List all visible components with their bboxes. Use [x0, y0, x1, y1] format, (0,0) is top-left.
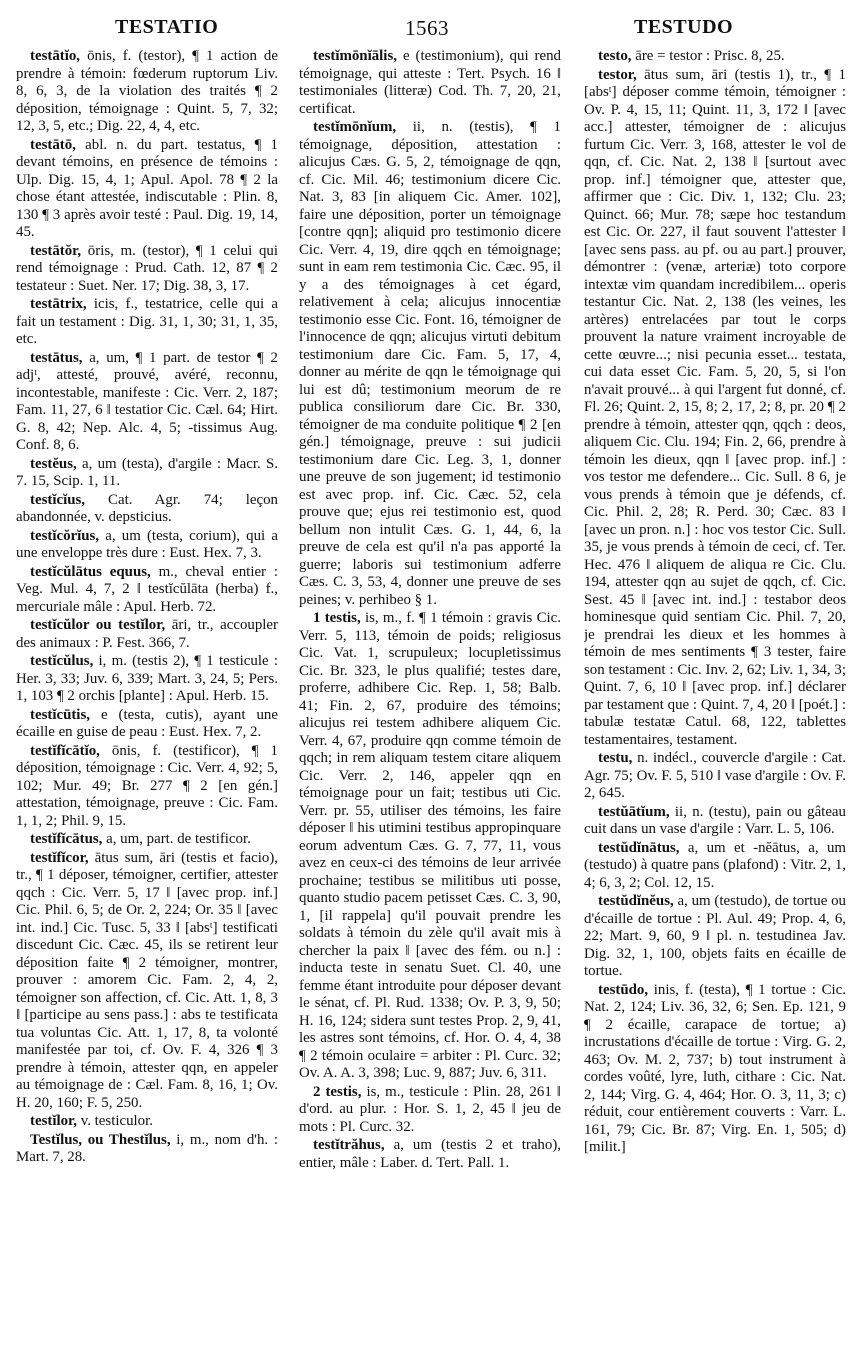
entry-headword: testĭfĭcātus, — [30, 831, 103, 847]
entry-definition: Cat. Agr. 74; leçon abandonnée, v. depsticius. — [16, 491, 278, 525]
entry-headword: testo, — [598, 48, 632, 64]
entry-headword: testĭcŏrĭus, — [30, 527, 100, 544]
dictionary-entry — [16, 1132, 278, 1167]
entry-definition: ātus sum, āri (testis et facio), tr., ¶ 1 déposer, témoigner, certifier, attester qqch : Cic. Verr. 5, 17 ‖ [avec prop. inf.] Cic. Phil. 6, 5; de Or. 2, 224; Or. 35 ‖ [avec int. ind.] Cic. Tusc. 5, 33 ‖ [absᵗ] testificati discedunt Cic. Cæc. 45, ils se retirent leur déposition faite ¶ 2 témoigner, montrer, prouver : amorem Cic. Fam. 2, 4, 2, témoigner son affection, cf. Cic. Att. 1, 8, 3 ‖ [participe au sens pass.] : abs te testificata tua voluntas Cic. Att. 1, 17, 8, ta volonté manifestée par toi, cf. Ov. F. 4, 326 ¶ 3 prendre à témoin, attester qqn, en appeler au témoignage de : Cæl. Fam. 8, 16, 1; Ov. H. 20, 160; F. 5, 250. — [16, 849, 278, 1111]
entry-headword: testĭfĭcātĭo, — [30, 742, 100, 759]
column-3 — [584, 48, 846, 1348]
dictionary-entry — [299, 1084, 561, 1137]
entry-definition: āre = testor : Prisc. 8, 25. — [635, 48, 785, 64]
entry-headword: testĭcŭlātus equus, — [30, 563, 151, 580]
header-right-guideword: TESTUDO — [634, 16, 734, 38]
dictionary-entry — [584, 48, 846, 66]
column-2 — [299, 48, 561, 1348]
entry-headword: testātĭo, — [30, 48, 81, 64]
header-left-guideword: TESTATIO — [115, 16, 219, 38]
dictionary-entry — [16, 137, 278, 242]
dictionary-entry — [299, 48, 561, 118]
entry-headword: testor, — [598, 66, 637, 83]
entry-definition: ātus sum, āri (testis 1), tr., ¶ 1 [absᵗ] déposer comme témoin, témoigner : Ov. P. 4, 15, 11; Quint. 11, 3, 172 ‖ [avec acc.] attester, témoigner de : alicujus furtum Cic. Verr. 3, 168, attester le vol de qqn, cf. Cic. Nat. 2, 138 ‖ [surtout avec prop. inf.] témoigner que, attester que, affirmer que : Cic. Div. 1, 132; Clu. 23; Quinct. 66; Mur. 78; sæpe hoc testandum est Cic. Or. 227, il faut souvent l'attester ‖ [avec sens pass. au pf. ou au part.] prouver, démontrer : (venæ, arteriæ) toto corpore intextæ vim quandam incredibilem... operis testantur Cic. Nat. 2, 138 (les veines, les artères) entrelacées par tout le corps prouvent la nature vraiment incroyable de cette œuvre...; nisi pecunia esset... testata, cui data esset Cic. Fam. 5, 20, 5, si l'on n'avait prouvé... à qui l'argent fut donné, cf. Fl. 26; Quint. 2, 15, 8; 2, 17, 2; 8, pr. 20 ¶ 2 prendre à témoin, attester qqn, qqch : deos, aliquem Cic. Clu. 194; Fin. 2, 66, prendre à témoin les dieux, qqn ‖ [avec prop. inf.] : vos testor me defendere... Cic. Sull. 8 6, je vous prends à témoin que je défends, cf. Cic. Phil. 2, 28; R. Perd. 30; Cæc. 83 ‖ [avec un pron. n.] : hoc vos testor Cic. Sull. 35, je vous prends à témoin de ceci, cf. Ter. Hec. 476 ‖ aliquem de aliqua re Cic. Clu. 194, attester qqn au sujet de qqch, cf. Cic. Sest. 45 ‖ [avec int. ind.] : testabor deos hominesque quid sentiam Cic. Phil. 7, 20, je prendrai les dieux et les hommes à témoin de mes sentiments ¶ 3 tester, faire son testament : Cic. Inv. 2, 62; Liv. 1, 34, 3; Quint. 7, 6, 10 ‖ [avec prop. inf.] déclarer par testament que : Quint. 7, 4, 20 ‖ [poét.] : tabulæ testatæ Catul. 68, 122, tablettes testamentaires, testament. — [584, 66, 846, 748]
text-columns — [16, 48, 846, 1348]
entry-headword: testĕus, — [30, 455, 77, 472]
dictionary-entry — [16, 48, 278, 136]
entry-headword: 1 testis, — [313, 610, 361, 626]
entry-definition: a, um, ¶ 1 part. de testor ¶ 2 adjᵗ, attesté, prouvé, avéré, reconnu, incontestable, manifeste : Cic. Verr. 2, 187; Fam. 11, 27, 6 ‖ testatior Cic. Cæl. 64; Hirt. G. 8, 42; Nep. Alc. 4, 5; -tissimus Aug. Conf. 8, 6. — [16, 349, 278, 453]
entry-headword: testĭmōnĭālis, — [313, 48, 397, 64]
dictionary-entry — [16, 456, 278, 491]
dictionary-entry — [584, 840, 846, 893]
entry-definition: ōnis, f. (testor), ¶ 1 action de prendre à témoin: fœderum ruptorum Liv. 8, 6, 3, de la violation des traités ¶ 2 déposition, témoignage : Quint. 5, 7, 32; 12, 3, 5, etc.; Dig. 22, 4, 4, etc. — [16, 48, 278, 134]
entry-definition: ōnis, f. (testificor), ¶ 1 déposition, témoignage : Cic. Verr. 4, 92; 5, 102; Mur. 49; Br. 277 ¶ 2 [en gén.] attestation, témoignage, preuve : Cic. Fam. 1, 1, 2; Phil. 9, 15. — [16, 742, 278, 829]
dictionary-entry — [16, 850, 278, 1113]
entry-definition: a, um (testa), d'argile : Macr. S. 7. 15, Scip. 1, 11. — [16, 455, 278, 489]
entry-headword: testĭmōnĭum, — [313, 119, 397, 135]
dictionary-entry — [299, 610, 561, 1083]
dictionary-entry — [299, 119, 561, 609]
dictionary-entry — [16, 492, 278, 527]
entry-definition: ōris, m. (testor), ¶ 1 celui qui rend témoignage : Prud. Cath. 12, 87 ¶ 2 testateur : Suet. Ner. 17; Dig. 38, 3, 17. — [16, 242, 278, 294]
entry-headword: testŭdĭnātus, — [598, 839, 680, 856]
entry-definition: e (testa, cutis), ayant une écaille en guise de peau : Eust. Hex. 7, 2. — [16, 706, 278, 740]
entry-headword: testĭcĭus, — [30, 491, 86, 508]
entry-definition: a, um (testa, corium), qui a une enveloppe très dure : Eust. Hex. 7, 3. — [16, 527, 278, 561]
entry-headword: 2 testis, — [313, 1083, 362, 1100]
entry-headword: testŭdĭnĕus, — [598, 893, 674, 909]
dictionary-entry — [584, 67, 846, 750]
entry-definition: v. testiculor. — [80, 1113, 153, 1129]
dictionary-entry — [16, 653, 278, 706]
dictionary-entry — [584, 804, 846, 839]
entry-definition: m., cheval entier : Veg. Mul. 4, 7, 2 ‖ testĭcŭlāta (herba) f., mercuriale mâle : Apul. Herb. 72. — [16, 563, 278, 615]
entry-definition: abl. n. du part. testatus, ¶ 1 devant témoins, en présence de témoins : Ulp. Dig. 15, 4, 1; Apul. Apol. 78 ¶ 2 la chose étant attestée, indiscutable : Plin. 8, 130 ¶ 3 après avoir testé : Paul. Dig. 19, 14, 45. — [16, 136, 278, 240]
entry-definition: ii, n. (testis), ¶ 1 témoignage, déposition, attestation : alicujus Cæs. G. 5, 2, témoignage de qqn, cf. Cic. Mil. 46; testimonium dicere Cic. Nat. 3, 83 [in aliquem Cic. Amer. 102], faire une déposition, porter un témoignage [contre qqn]; aliquid pro testimonio dicere Cic. Verr. 4, 19, dire qqch en témoignage; sunt in eam rem testimonia Cic. Cæc. 95, il y a des témoignages à cet égard, relativement à cela; alicujus innocentiæ testimonio esse Cic. Font. 16, témoigner de l'innocence de qqn; alicujus virtuti debitum testimonium dare Cic. Fam. 5, 17, 4, donner au mérite de qqn le témoignage qui lui est dû; testimonium meorum de re publica consiliorum dare Cic. Br. 330, témoigner de ma conduite politique ¶ 2 [en gén.] témoignage, preuve : sui judicii testimonium dare Cic. Leg. 3, 1, donner une preuve de son jugement; id testimonio est avec prop. inf. Cic. Cæc. 52, cela prouve que; ejus rei testimonio est, quod bellum non intulit Cæs. G. 1, 44, 6, la preuve de cela est qu'il n'a pas apporté la guerre; laboris sui testimonium adferre Cæs. C. 3, 53, 4, donner une preuve de ses peines; v. perhibeo § 1. — [299, 119, 561, 608]
entry-definition: n. indécl., couvercle d'argile : Cat. Agr. 75; Ov. F. 5, 510 ‖ vase d'argile : Ov. F. 2, 645. — [584, 750, 846, 801]
dictionary-entry — [16, 528, 278, 563]
dictionary-entry — [299, 1137, 561, 1172]
running-header — [0, 12, 854, 42]
page-number: 1563 — [405, 16, 449, 40]
column-1 — [16, 48, 278, 1348]
entry-definition: e (testimonium), qui rend témoignage, qui atteste : Tert. Psych. 16 ‖ testimoniales (litteræ) Cod. Th. 7, 20, 21, certificat. — [299, 48, 561, 117]
entry-definition: a, um et -nĕātus, a, um (testudo) à quatre pans (plafond) : Vitr. 2, 1, 4; 6, 3, 2; Col. 12, 15. — [584, 839, 846, 891]
entry-headword: testĭcŭlus, — [30, 653, 94, 669]
entry-definition: a, um, part. de testificor. — [106, 831, 251, 847]
entry-headword: testĭcŭlor ou testĭlor, — [30, 617, 166, 633]
entry-headword: testĭcūtis, — [30, 706, 90, 723]
entry-definition: a, um (testis 2 et traho), entier, mâle : Laber. d. Tert. Pall. 1. — [299, 1137, 561, 1171]
dictionary-entry — [584, 750, 846, 803]
entry-definition: ii, n. (testu), pain ou gâteau cuit dans un vase d'argile : Varr. L. 5, 106. — [584, 803, 846, 837]
entry-headword: testĭtrăhus, — [313, 1137, 385, 1153]
entry-headword: testātŏr, — [30, 242, 82, 259]
entry-headword: Testĭlus, ou Thestĭlus, — [30, 1131, 171, 1148]
entry-headword: testātrix, — [30, 296, 87, 312]
dictionary-entry — [16, 564, 278, 617]
dictionary-entry — [16, 831, 278, 849]
dictionary-entry — [16, 243, 278, 296]
entry-headword: testĭlor, — [30, 1113, 78, 1129]
entry-headword: testūdo, — [598, 981, 649, 998]
dictionary-entry — [16, 1113, 278, 1131]
entry-headword: testĭfĭcor, — [30, 849, 89, 866]
entry-definition: i, m. (testis 2), ¶ 1 testicule : Her. 3, 33; Juv. 6, 339; Mart. 3, 24, 5; Pers. 1, 103 ¶ 2 orchis [plante] : Apul. Herb. 15. — [16, 653, 278, 704]
entry-definition: āri, tr., accoupler des animaux : P. Fest. 366, 7. — [16, 617, 278, 651]
entry-definition: is, m., f. ¶ 1 témoin : gravis Cic. Verr. 5, 113, témoin de poids; religiosus Cic. Vat. 1, scrupuleux; locupletissimus Cic. Br. 323, le plus qualifié; testes dare, proferre, adhibere Cic. Rep. 1, 58; Balb. 41; Fin. 2, 67, produire des témoins; alicujus rei testem adhibere aliquem Cic. Verr. 4, 67, produire qqn comme témoin de qqch; in rem aliquam testem citare aliquem Cic. Verr. 2, 146, appeler qqn en témoignage pour un fait; testibus uti Cic. Verr. pr. 55, utiliser des témoins, les faire déposer ‖ his utimini testibus appropinquare eorum adventum Cæs. G. 7, 77, 11, vous avez en ceux-ci des témoins de leur arrivée prochaine; testibus se militibus uti posse, quanto studio pacem petisset Cæs. C. 3, 90, 1, [il rappela] qu'il pouvait prendre les soldats à témoin du zèle qu'il avait mis à chercher la paix ‖ [avec des fém. ou n.] : inducta teste in senatu Suet. Cl. 40, une femme étant introduite pour déposer devant le sénat, cf. Pl. Rud. 1338; Ov. P. 3, 9, 50; H. 16, 124; sidera sunt testes Prop. 2, 9, 41, les astres sont témoins, cf. Hor. O. 4, 4, 38 ¶ 2 témoin oculaire = arbiter : Pl. Curc. 32; Ov. A. A. 3, 398; Luc. 9, 887; Juv. 6, 311. — [299, 610, 561, 1081]
entry-definition: inis, f. (testa), ¶ 1 tortue : Cic. Nat. 2, 124; Liv. 36, 32, 6; Sen. Ep. 121, 9 ¶ 2 écaille, carapace de tortue; a) incrustations d'écaille de tortue : Virg. G. 2, 463; Ov. M. 2, 737; b) tout instrument à cordes voûté, lyre, luth, cithare : Cic. Nat. 2, 144; Virg. G. 4, 464; Hor. O. 3, 11, 3; c) réduit, cour entièrement couverts : Varr. L. 161, 79; Cic. Br. 87; Virg. En. 1, 505; d) [milit.] — [584, 981, 846, 1155]
entry-headword: testātus, — [30, 349, 83, 366]
dictionary-entry — [16, 350, 278, 455]
dictionary-entry — [16, 743, 278, 831]
dictionary-entry — [584, 893, 846, 981]
dictionary-entry — [16, 707, 278, 742]
entry-headword: testŭātĭum, — [598, 803, 670, 820]
entry-definition: is, m., testicule : Plin. 28, 261 ‖ d'ord. au plur. : Hor. S. 1, 2, 45 ‖ jeu de mots : Pl. Curc. 32. — [299, 1083, 561, 1135]
entry-definition: icis, f., testatrice, celle qui a fait un testament : Dig. 31, 1, 30; 31, 1, 35, etc. — [16, 296, 278, 347]
dictionary-entry — [16, 617, 278, 652]
entry-headword: testātō, — [30, 136, 76, 153]
dictionary-entry — [584, 982, 846, 1157]
entry-definition: i, m., nom d'h. : Mart. 7, 28. — [16, 1131, 278, 1165]
entry-definition: a, um (testudo), de tortue ou d'écaille de tortue : Pl. Aul. 49; Prop. 4, 6, 22; Mart. 9, 60, 9 ‖ pl. n. testudinea Jav. Dig. 32, 1, 100, objets faits en écaille de tortue. — [584, 893, 846, 979]
dictionary-entry — [16, 296, 278, 349]
entry-headword: testu, — [598, 750, 633, 766]
